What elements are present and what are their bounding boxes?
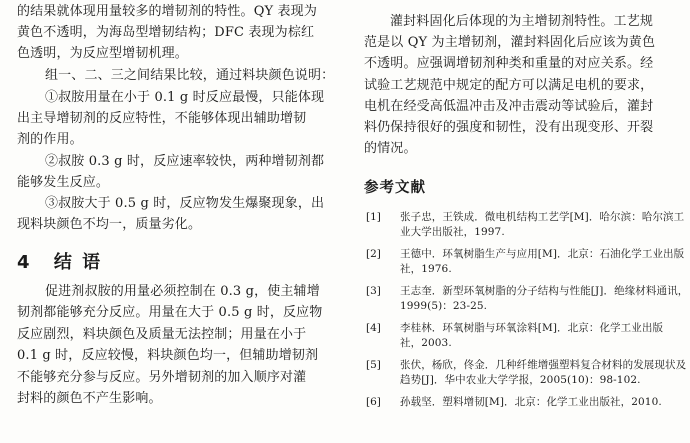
body-text-line: 能够发生反应。	[17, 175, 110, 190]
body-text-line: ③叔胺大于 0.5 g 时，反应物发生爆聚现象，出	[45, 196, 325, 211]
conclusion-text-line: 0.1 g 时，反应较慢，料块颜色均一，但辅助增韧剂	[17, 348, 319, 363]
conclusion-text-line: 韧剂都能够充分反应。用量在大于 0.5 g 时，反应物	[17, 305, 323, 320]
reference-text: 业大学出版社，1997.	[400, 226, 505, 238]
body-text-line: 剂的作用。	[17, 132, 83, 147]
body-text-line: 不透明。应强调增韧剂种类和重量的对应关系。经	[364, 56, 654, 71]
references-heading: 参考文献	[364, 180, 426, 196]
reference-text: 社，1976.	[400, 263, 452, 275]
reference-text: 趋势[J]．华中农业大学学报，2005(10)：98-102.	[400, 374, 641, 386]
body-text-line: 组一、二、三之间结果比较，通过料块颜色说明：	[45, 68, 335, 83]
reference-number: [4]	[366, 322, 381, 334]
reference-text: 张子忠，王铁成．微电机结构工艺学[M]．哈尔滨：哈尔滨工	[400, 211, 685, 223]
section-heading	[17, 248, 102, 274]
body-text-line: 出主导增韧剂的反应特性，不能够体现出辅助增韧	[17, 111, 307, 126]
conclusion-text-line: 反应剧烈，料块颜色及质量无法控制；用量在小于	[17, 327, 307, 342]
conclusion-text-line: 促进剂叔胺的用量必须控制在 0.3 g，使主辅增	[45, 284, 320, 299]
conclusion-text-line: 封料的颜色不产生影响。	[17, 391, 162, 406]
body-text-line: ②叔胺 0.3 g 时，反应速率较快，两种增韧剂都	[45, 154, 325, 169]
body-text-line: 电机在经受高低温冲击及冲击震动等试验后，灌封	[364, 99, 654, 114]
section-title: 结 语	[53, 252, 103, 273]
reference-text: 1999(5)：23-25.	[400, 300, 488, 312]
body-text-line: 料仍保持很好的强度和韧性，没有出现变形、开裂	[364, 120, 654, 135]
body-text-line: 黄色不透明，为海岛型增韧结构；DFC 表现为棕红	[17, 25, 315, 40]
body-text-line: 的情况。	[364, 141, 417, 156]
reference-number: [1]	[366, 211, 381, 223]
conclusion-text-line: 不能够充分参与反应。另外增韧剂的加入顺序对灌	[17, 370, 307, 385]
reference-text: 社，2003.	[400, 337, 452, 349]
reference-text: 张伏，杨欣，佟金．几种纤维增强塑料复合材料的发展现状及	[400, 359, 687, 371]
body-text-line: 试验工艺规范中规定的配方可以满足电机的要求，	[364, 78, 654, 93]
body-text-line: ①叔胺用量在小于 0.1 g 时反应最慢，只能体现	[45, 90, 325, 105]
body-text-line: 的结果就体现用量较多的增韧剂的特性。QY 表现为	[17, 4, 317, 19]
body-text-line: 灌封料固化后体现的为主增韧剂特性。工艺规	[390, 14, 654, 29]
reference-text: 孙载坚．塑料增韧[M]．北京：化学工业出版社，2010.	[400, 396, 662, 408]
reference-number: [2]	[366, 248, 381, 260]
body-text-line: 色透明，为反应型增韧机理。	[17, 46, 188, 61]
body-text-line: 范是以 QY 为主增韧剂，灌封料固化后应该为黄色	[364, 35, 656, 50]
reference-number: [5]	[366, 359, 381, 371]
body-text-line: 现料块颜色不均一，质量劣化。	[17, 217, 202, 232]
reference-text: 李桂林．环氧树脂与环氧涂料[M]．北京：化学工业出版	[400, 322, 664, 334]
reference-text: 王志奎．新型环氧树脂的分子结构与性能[J]．绝缘材料通讯，	[400, 285, 689, 297]
reference-number: [6]	[366, 396, 381, 408]
reference-text: 王德中．环氧树脂生产与应用[M]．北京：石油化学工业出版	[400, 248, 685, 260]
section-number: 4	[17, 252, 32, 273]
reference-number: [3]	[366, 285, 381, 297]
